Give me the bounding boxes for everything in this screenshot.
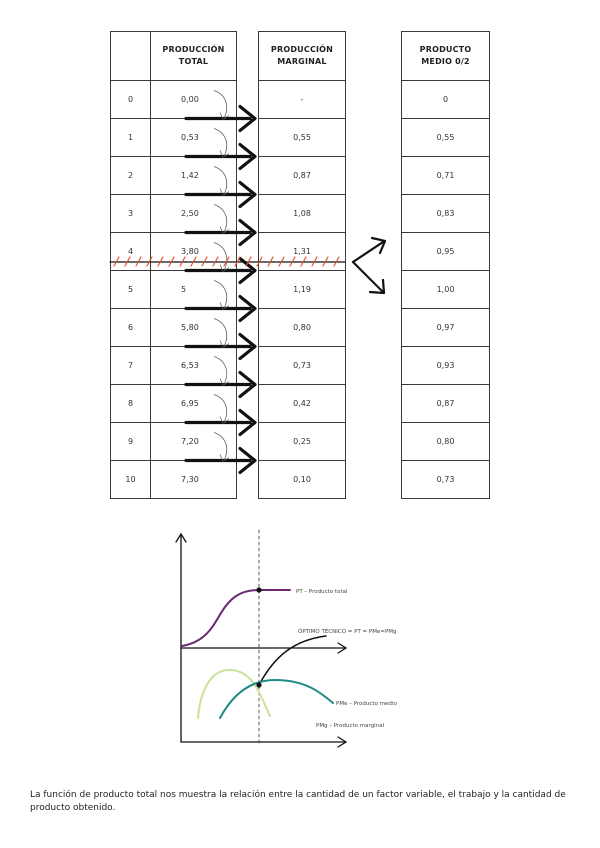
- labor-cell: 7: [111, 347, 151, 385]
- curved-hint-arrow: [214, 319, 229, 348]
- labor-cell: 2: [111, 157, 151, 195]
- labor-cell: 8: [111, 385, 151, 423]
- curved-hint-arrow: [214, 129, 229, 158]
- average-product-cell: 0,95: [402, 233, 490, 271]
- total-production-cell: 5,80: [151, 309, 237, 347]
- marginal-production-cell: 1,31: [259, 233, 346, 271]
- marginal-production-cell: 0,55: [259, 119, 346, 157]
- average-product-cell: 1,00: [402, 271, 490, 309]
- optimum-label: ÓPTIMO TÉCNICO = PT = PMe=PMg: [298, 629, 397, 635]
- optimum-hatch-line: [110, 257, 345, 266]
- labor-cell: 1: [111, 119, 151, 157]
- marginal-production-cell: 1,08: [259, 195, 346, 233]
- marginal-production-cell: 0,42: [259, 385, 346, 423]
- pme-label: PMe – Producto medio: [336, 701, 397, 707]
- row-arrow: [186, 449, 255, 473]
- total-production-cell: 0,00: [151, 81, 237, 119]
- pmg-label: PMg – Producto marginal: [316, 723, 385, 729]
- labor-cell: 6: [111, 309, 151, 347]
- optimum-technical-curve: [259, 636, 326, 685]
- lower-axes: [181, 648, 346, 747]
- curved-hint-arrow: [214, 205, 229, 234]
- average-product-cell: 0,71: [402, 157, 490, 195]
- total-production-cell: 7,20: [151, 423, 237, 461]
- curved-hint-arrow: [214, 91, 229, 120]
- total-production-header-text: PRODUCCIÓN TOTAL: [162, 45, 225, 66]
- row-arrow: [186, 297, 255, 321]
- labor-cell: 3: [111, 195, 151, 233]
- marginal-production-cell: 0,87: [259, 157, 346, 195]
- average-product-cell: 0,80: [402, 423, 490, 461]
- total-production-cell: 6,95: [151, 385, 237, 423]
- row-arrow: [186, 183, 255, 207]
- marginal-production-cell: 0,73: [259, 347, 346, 385]
- marginal-production-cell: -: [259, 81, 346, 119]
- curved-hint-arrow: [214, 395, 229, 424]
- curved-hint-arrow: [214, 243, 229, 272]
- row-arrow: [186, 145, 255, 169]
- total-production-cell: 6,53: [151, 347, 237, 385]
- average-product-cell: 0,73: [402, 461, 490, 499]
- curved-hint-arrow: [214, 167, 229, 196]
- marginal-production-header-text: PRODUCCIÓN MARGINAL: [270, 45, 334, 66]
- total-product-point: [256, 587, 261, 592]
- total-product-curve: [182, 590, 290, 646]
- curved-hint-arrow: [214, 357, 229, 386]
- marginal-production-cell: 0,25: [259, 423, 346, 461]
- average-product-cell: 0,97: [402, 309, 490, 347]
- labor-cell: 5: [111, 271, 151, 309]
- labor-cell: 4: [111, 233, 151, 271]
- average-product-header-text: PRODUCTO MEDIO 0/2: [419, 45, 472, 66]
- row-arrow: [186, 373, 255, 397]
- total-production-cell: 5: [151, 271, 237, 309]
- curved-hint-arrow: [214, 281, 229, 310]
- footer-text: La función de producto total nos muestra la relación entre la cantidad de un factor variable, el trabajo y la cantidad de producto obtenido.: [30, 790, 566, 813]
- total-production-cell: 7,30: [151, 461, 237, 499]
- average-product-cell: 0,55: [402, 119, 490, 157]
- average-product-cell: 0,87: [402, 385, 490, 423]
- labor-cell: 9: [111, 423, 151, 461]
- average-product-cell: 0,93: [402, 347, 490, 385]
- marginal-production-cell: 0,10: [259, 461, 346, 499]
- optimum-bracket-arrow: [353, 238, 385, 293]
- marginal-production-cell: 0,80: [259, 309, 346, 347]
- total-production-cell: 3,80: [151, 233, 237, 271]
- pt-label: PT – Producto total: [296, 589, 348, 595]
- row-arrow: [186, 411, 255, 435]
- labor-cell: 10: [111, 461, 151, 499]
- average-product-cell: 0: [402, 81, 490, 119]
- optimum-point: [256, 682, 261, 687]
- curved-hint-arrow: [214, 433, 229, 462]
- total-production-cell: 2,50: [151, 195, 237, 233]
- average-product-curve: [220, 680, 333, 718]
- production-graph: [176, 530, 397, 747]
- average-product-cell: 0,83: [402, 195, 490, 233]
- marginal-production-cell: 1,19: [259, 271, 346, 309]
- labor-cell: 0: [111, 81, 151, 119]
- row-arrow: [186, 221, 255, 245]
- total-production-cell: 1,42: [151, 157, 237, 195]
- total-production-cell: 0,53: [151, 119, 237, 157]
- row-arrow: [186, 335, 255, 359]
- row-arrow: [186, 107, 255, 131]
- row-arrows: [186, 91, 255, 473]
